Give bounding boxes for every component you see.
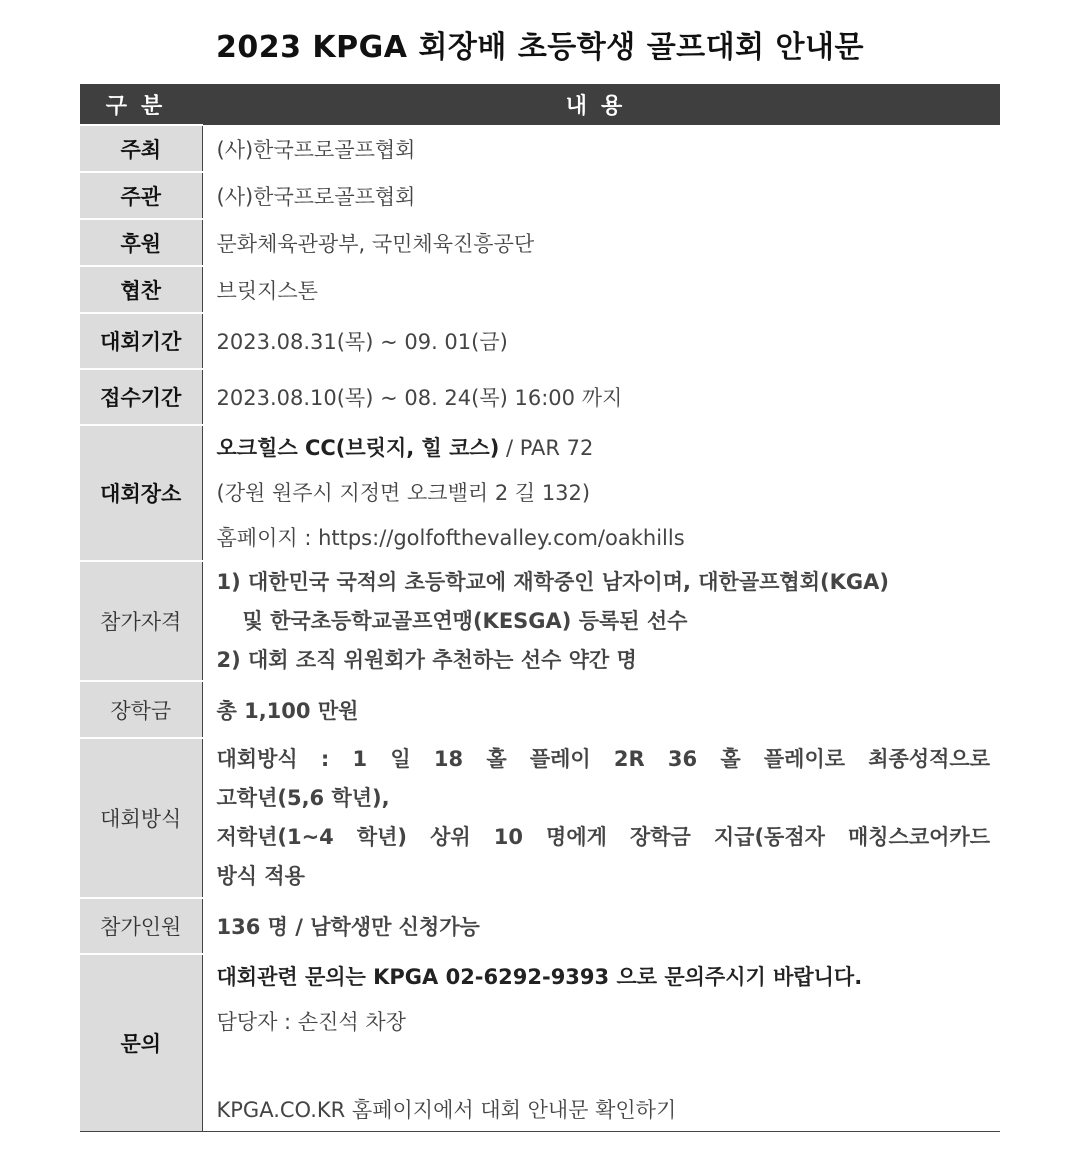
value-cosponsor: 브릿지스톤 bbox=[202, 266, 1000, 313]
value-sponsor: 문화체육관광부, 국민체육진흥공단 bbox=[202, 219, 1000, 266]
label-format: 대회방식 bbox=[80, 738, 202, 898]
label-cosponsor: 협찬 bbox=[80, 266, 202, 313]
eligibility-line-2: 및 한국초등학교골프연맹(KESGA) 등록된 선수 bbox=[242, 608, 688, 633]
value-registration: 2023.08.10(목) ~ 08. 24(목) 16:00 까지 bbox=[202, 369, 1000, 425]
value-eligibility bbox=[202, 561, 1000, 681]
venue-address: (강원 원주시 지정면 오크밸리 2 길 132) bbox=[216, 480, 591, 505]
inquiry-line-1: 대회관련 문의는 KPGA 02-6292-9393 으로 문의주시기 바랍니다. bbox=[216, 964, 863, 989]
row-participants bbox=[80, 898, 1000, 954]
value-scholarship: 총 1,100 만원 bbox=[202, 681, 1000, 738]
table-header bbox=[80, 84, 1000, 125]
label-scholarship: 장학금 bbox=[80, 681, 202, 738]
value-inquiry bbox=[202, 954, 1000, 1131]
page-title: 2023 KPGA 회장배 초등학생 골프대회 안내문 bbox=[215, 30, 864, 65]
label-inquiry: 문의 bbox=[80, 954, 202, 1131]
row-sponsor bbox=[80, 219, 1000, 266]
value-host: (사)한국프로골프협회 bbox=[202, 125, 1000, 172]
row-scholarship bbox=[80, 681, 1000, 738]
row-cosponsor bbox=[80, 266, 1000, 313]
venue-homepage: 홈페이지 : https://golfofthevalley.com/oakhills bbox=[216, 525, 685, 550]
row-eligibility bbox=[80, 561, 1000, 681]
info-table bbox=[80, 84, 1000, 1132]
row-registration bbox=[80, 369, 1000, 425]
label-eligibility: 참가자격 bbox=[80, 561, 202, 681]
value-format bbox=[202, 738, 1000, 898]
label-sponsor: 후원 bbox=[80, 219, 202, 266]
value-period: 2023.08.31(목) ~ 09. 01(금) bbox=[202, 313, 1000, 369]
row-venue bbox=[80, 425, 1000, 561]
value-participants: 136 명 / 남학생만 신청가능 bbox=[202, 898, 1000, 954]
row-organizer bbox=[80, 172, 1000, 219]
label-registration: 접수기간 bbox=[80, 369, 202, 425]
venue-course: 오크힐스 CC(브릿지, 힐 코스) bbox=[216, 435, 500, 460]
row-period bbox=[80, 313, 1000, 369]
label-period: 대회기간 bbox=[80, 313, 202, 369]
label-venue: 대회장소 bbox=[80, 425, 202, 561]
row-inquiry bbox=[80, 954, 1000, 1131]
label-organizer: 주관 bbox=[80, 172, 202, 219]
format-line-1: 대회방식 : 1 일 18 홀 플레이 2R 36 홀 플레이로 최종성적으로 bbox=[216, 747, 990, 771]
format-line-2: 고학년(5,6 학년), bbox=[216, 786, 390, 810]
eligibility-line-1: 1) 대한민국 국적의 초등학교에 재학중인 남자이며, 대한골프협회(KGA) bbox=[216, 569, 889, 594]
inquiry-line-3: KPGA.CO.KR 홈페이지에서 대회 안내문 확인하기 bbox=[216, 1097, 677, 1122]
label-host: 주최 bbox=[80, 125, 202, 172]
row-host bbox=[80, 125, 1000, 172]
label-participants: 참가인원 bbox=[80, 898, 202, 954]
header-category: 구분 bbox=[80, 84, 202, 125]
value-venue bbox=[202, 425, 1000, 561]
value-organizer: (사)한국프로골프협회 bbox=[202, 172, 1000, 219]
inquiry-line-2: 담당자 : 손진석 차장 bbox=[216, 1009, 406, 1034]
format-line-4: 방식 적용 bbox=[216, 864, 305, 888]
header-content: 내용 bbox=[202, 84, 1000, 125]
venue-par: / PAR 72 bbox=[499, 435, 594, 460]
row-format bbox=[80, 738, 1000, 898]
format-line-3: 저학년(1~4 학년) 상위 10 명에게 장학금 지급(동점자 매칭스코어카드 bbox=[216, 825, 990, 849]
eligibility-line-3: 2) 대회 조직 위원회가 추천하는 선수 약간 명 bbox=[216, 647, 637, 672]
